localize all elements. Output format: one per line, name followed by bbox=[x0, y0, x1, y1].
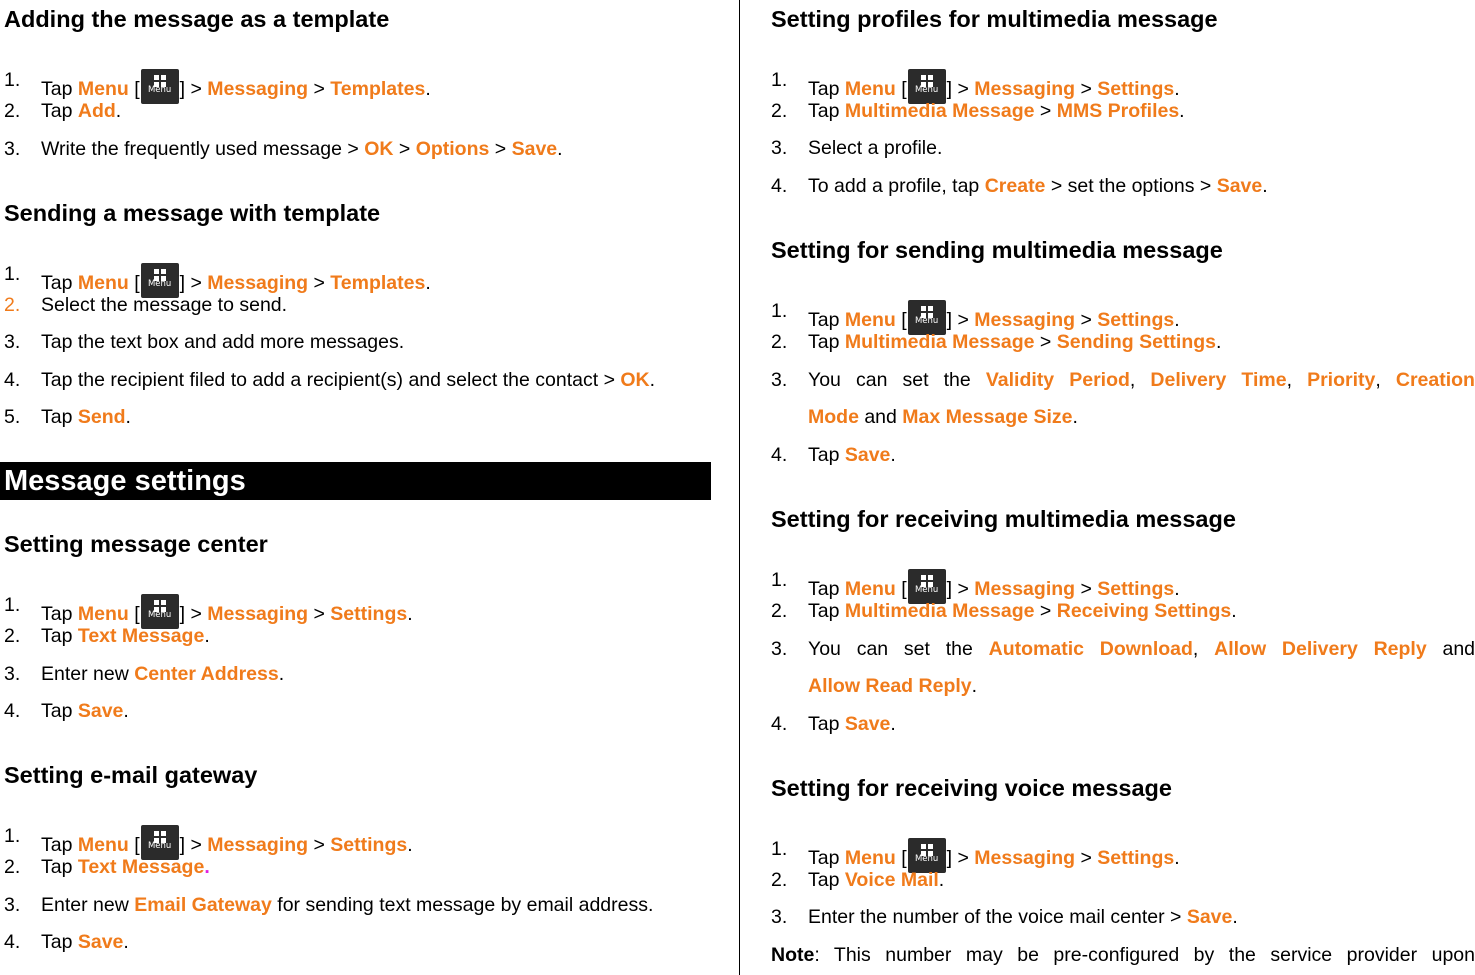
menu-grid-icon: Menu bbox=[908, 300, 946, 335]
section-title: Setting e-mail gateway bbox=[4, 762, 258, 788]
section-title: Setting for receiving voice message bbox=[771, 775, 1172, 801]
note-label: Note bbox=[771, 944, 815, 966]
section-title: Setting for sending multimedia message bbox=[771, 237, 1223, 263]
menu-grid-icon: Menu bbox=[141, 825, 179, 860]
menu-grid-icon: Menu bbox=[141, 69, 179, 104]
note-text: : This number may be pre-configured by the service provider upon bbox=[814, 944, 1475, 966]
chapter-title: Message settings bbox=[4, 465, 246, 497]
section-title: Adding the message as a template bbox=[4, 6, 390, 32]
menu-grid-icon: Menu bbox=[908, 838, 946, 873]
note-paragraph bbox=[771, 944, 1475, 967]
section-title: Setting for receiving multimedia message bbox=[771, 506, 1236, 532]
menu-grid-icon: Menu bbox=[908, 569, 946, 604]
section-title: Sending a message with template bbox=[4, 200, 381, 226]
section-title: Setting profiles for multimedia message bbox=[771, 6, 1218, 32]
menu-grid-icon: Menu bbox=[141, 594, 179, 629]
menu-grid-icon: Menu bbox=[141, 263, 179, 298]
section-title: Setting message center bbox=[4, 531, 268, 557]
column-divider bbox=[739, 0, 740, 975]
menu-grid-icon: Menu bbox=[908, 69, 946, 104]
